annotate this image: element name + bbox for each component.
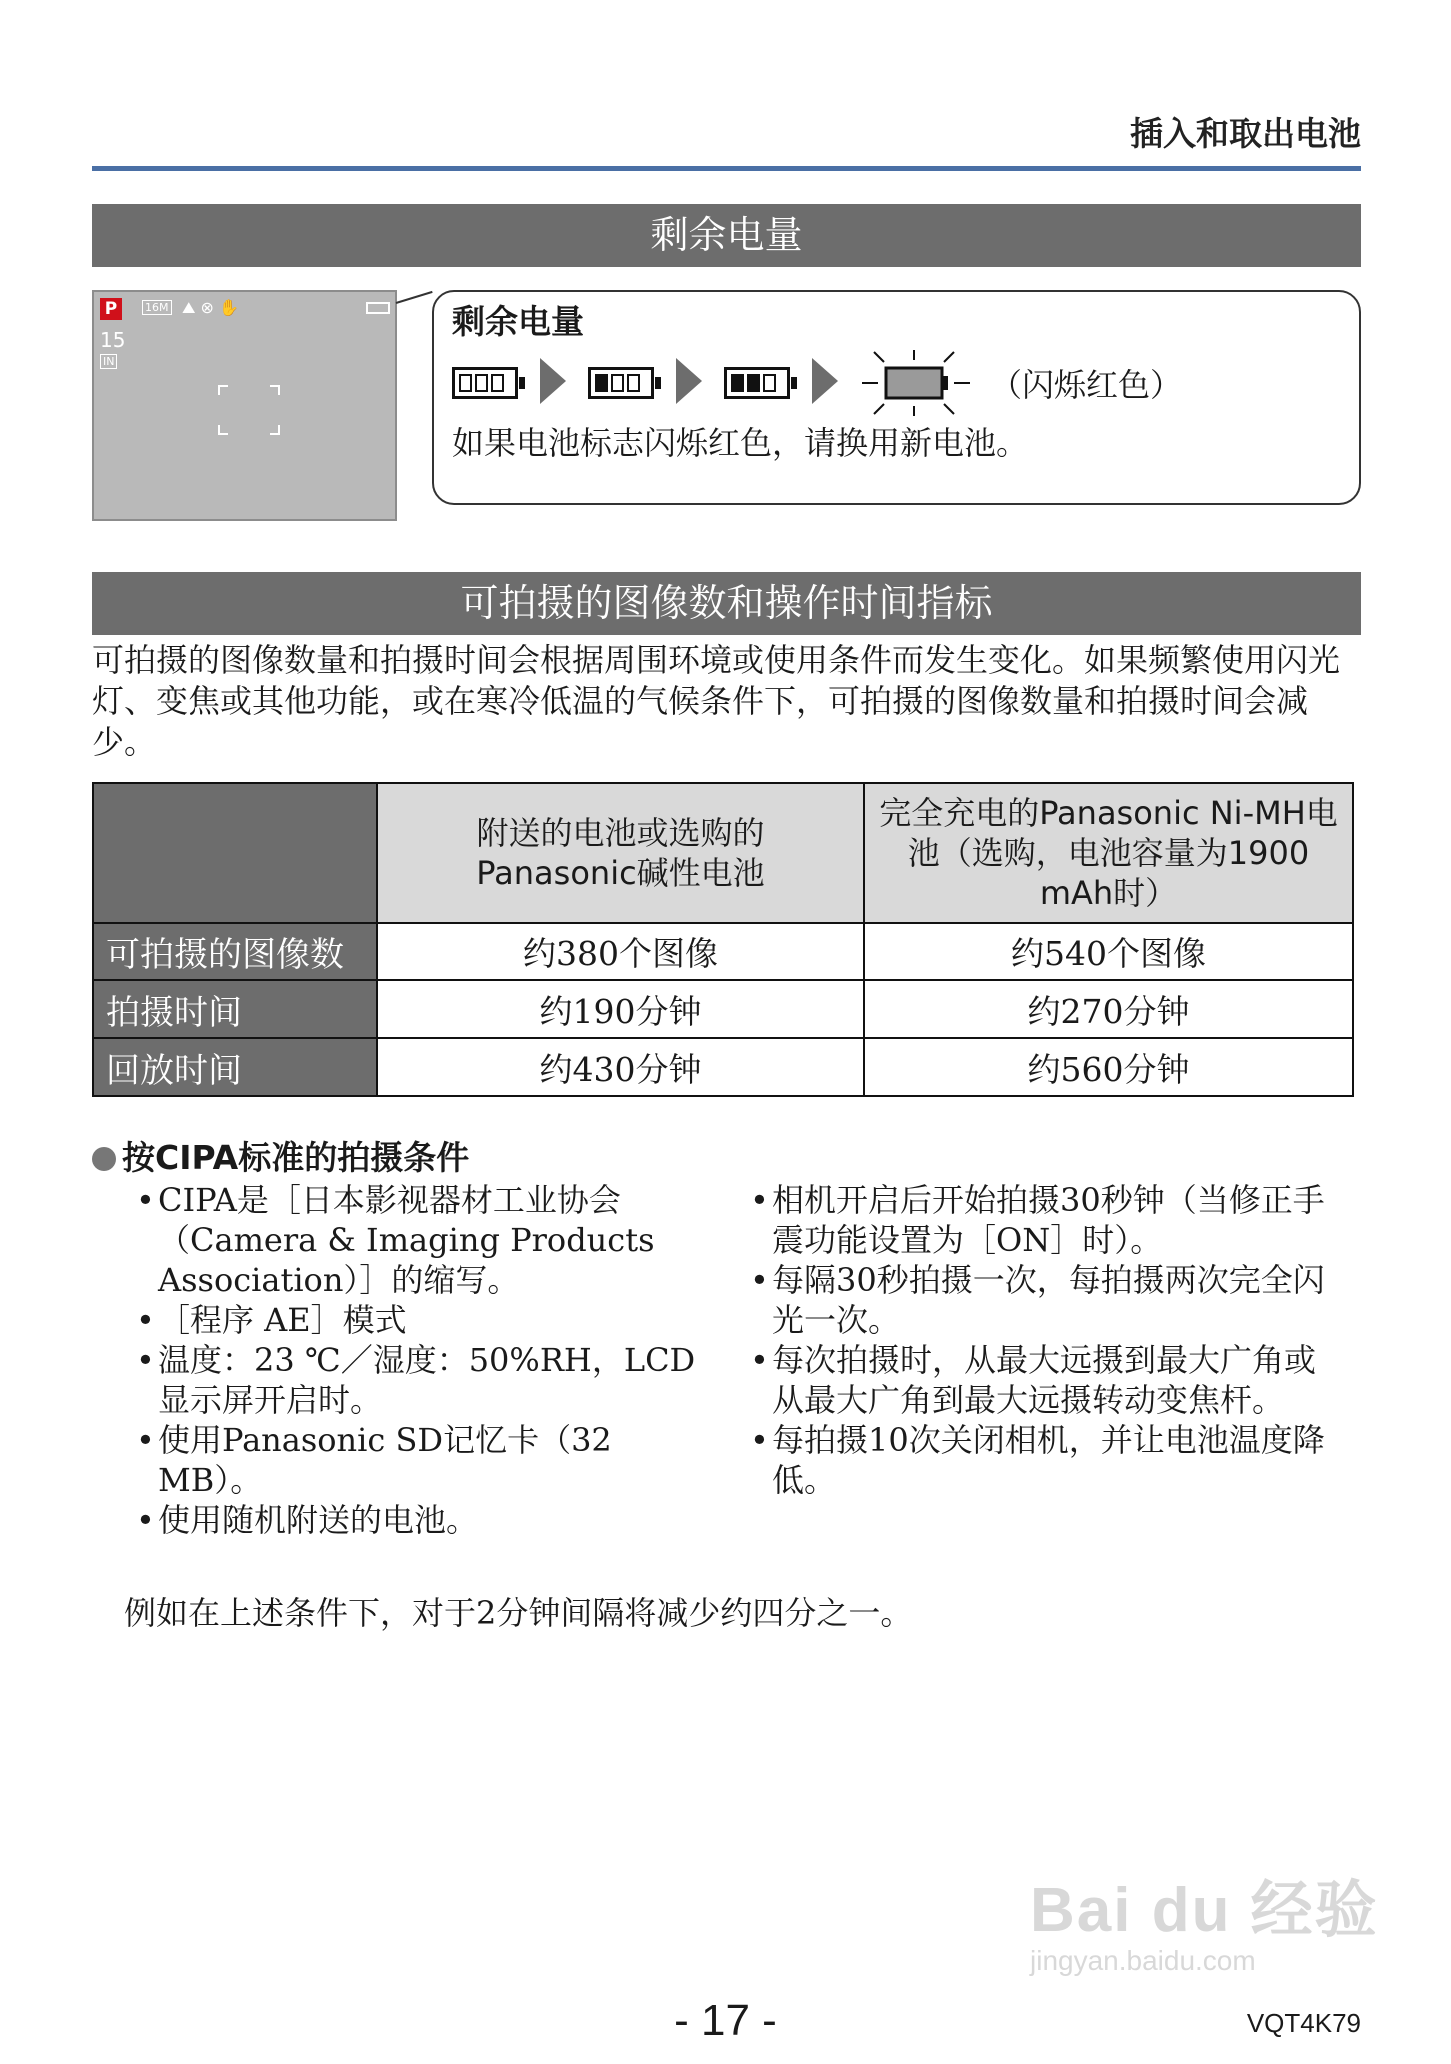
camera-lcd-preview <box>92 290 397 521</box>
section-heading-remaining: 剩余电量 <box>92 204 1361 267</box>
table-cell: 约430分钟 <box>377 1038 864 1096</box>
flash-red-hint: （闪烁红色） <box>990 366 1183 404</box>
arrow-right-icon <box>540 358 566 404</box>
table-row <box>93 923 1353 980</box>
table-row <box>93 1038 1353 1096</box>
table-cell: 约540个图像 <box>864 923 1353 980</box>
list-item: • 使用Panasonic SD记忆卡（32 MB）。 <box>136 1420 696 1500</box>
page-number: - 17 - <box>674 1996 777 2045</box>
section-heading-capacity: 可拍摄的图像数和操作时间指标 <box>92 572 1361 635</box>
arrow-right-icon <box>812 358 838 404</box>
af-frame-top-right <box>270 385 280 395</box>
page-header-title: 插入和取出电池 <box>1130 114 1361 153</box>
table-corner-cell <box>93 783 377 923</box>
row-label-images: 可拍摄的图像数 <box>93 923 377 980</box>
example-note: 例如在上述条件下，对于2分钟间隔将减少约四分之一。 <box>124 1594 913 1632</box>
list-item: • 温度：23 ℃／湿度：50%RH，LCD显示屏开启时。 <box>136 1340 696 1420</box>
column-header-alkaline: 附送的电池或选购的Panasonic碱性电池 <box>377 783 864 923</box>
mode-badge: P <box>100 298 122 320</box>
table-header-row <box>93 783 1353 923</box>
lcd-battery-icon <box>366 302 390 314</box>
header-divider <box>92 166 1361 171</box>
replace-battery-note: 如果电池标志闪烁红色，请换用新电池。 <box>452 424 1029 462</box>
row-label-recording-time: 拍摄时间 <box>93 980 377 1038</box>
document-code: VQT4K79 <box>1246 2008 1361 2038</box>
list-item: • CIPA是［日本影视器材工业协会（Camera & Imaging Products Association）］的缩写。 <box>136 1180 696 1300</box>
list-item: • 相机开启后开始拍摄30秒钟（当修正手震功能设置为［ON］时）。 <box>750 1180 1330 1260</box>
battery-two-thirds-icon <box>588 367 654 399</box>
scene-icons: ⛰ ⊗ ✋ <box>182 298 239 317</box>
conditions-list-left <box>136 1180 696 1540</box>
capacity-intro-paragraph: 可拍摄的图像数量和拍摄时间会根据周围环境或使用条件而发生变化。如果频繁使用闪光灯、变焦或其他功能，或在寒冷低温的气候条件下，可拍摄的图像数量和拍摄时间会减少。 <box>92 641 1341 761</box>
list-item: • ［程序 AE］模式 <box>136 1300 696 1340</box>
callout-title: 剩余电量 <box>452 302 584 341</box>
battery-one-third-icon <box>724 367 790 399</box>
battery-full-icon <box>452 367 518 399</box>
table-cell: 约380个图像 <box>377 923 864 980</box>
list-item: • 使用随机附送的电池。 <box>136 1500 696 1540</box>
cipa-conditions-title: 按CIPA标准的拍摄条件 <box>92 1132 469 1179</box>
arrow-right-icon <box>676 358 702 404</box>
table-row <box>93 980 1353 1038</box>
list-item: • 每隔30秒拍摄一次，每拍摄两次完全闪光一次。 <box>750 1260 1330 1340</box>
table-cell: 约560分钟 <box>864 1038 1353 1096</box>
table-cell: 约270分钟 <box>864 980 1353 1038</box>
battery-empty-flashing-icon <box>856 350 976 416</box>
list-item: • 每次拍摄时，从最大远摄到最大广角或从最大广角到最大远摄转动变焦杆。 <box>750 1340 1330 1420</box>
resolution-indicator: 16M <box>142 300 172 315</box>
column-header-nimh: 完全充电的Panasonic Ni-MH电池（选购，电池容量为1900 mAh时） <box>864 783 1353 923</box>
battery-capacity-table <box>92 782 1354 1097</box>
af-frame-bottom-right <box>270 425 280 435</box>
af-frame-top-left <box>218 385 228 395</box>
row-label-playback-time: 回放时间 <box>93 1038 377 1096</box>
shots-remaining: 15 <box>100 328 126 352</box>
conditions-list-right <box>750 1180 1330 1500</box>
bullet-dot-icon <box>92 1147 116 1171</box>
af-frame-bottom-left <box>218 425 228 435</box>
internal-memory-icon: IN <box>100 354 117 369</box>
baidu-watermark: Bai du 经验 jingyan.baidu.com <box>1030 1876 1379 1976</box>
list-item: • 每拍摄10次关闭相机，并让电池温度降低。 <box>750 1420 1330 1500</box>
table-cell: 约190分钟 <box>377 980 864 1038</box>
callout-leader-line <box>396 291 433 304</box>
